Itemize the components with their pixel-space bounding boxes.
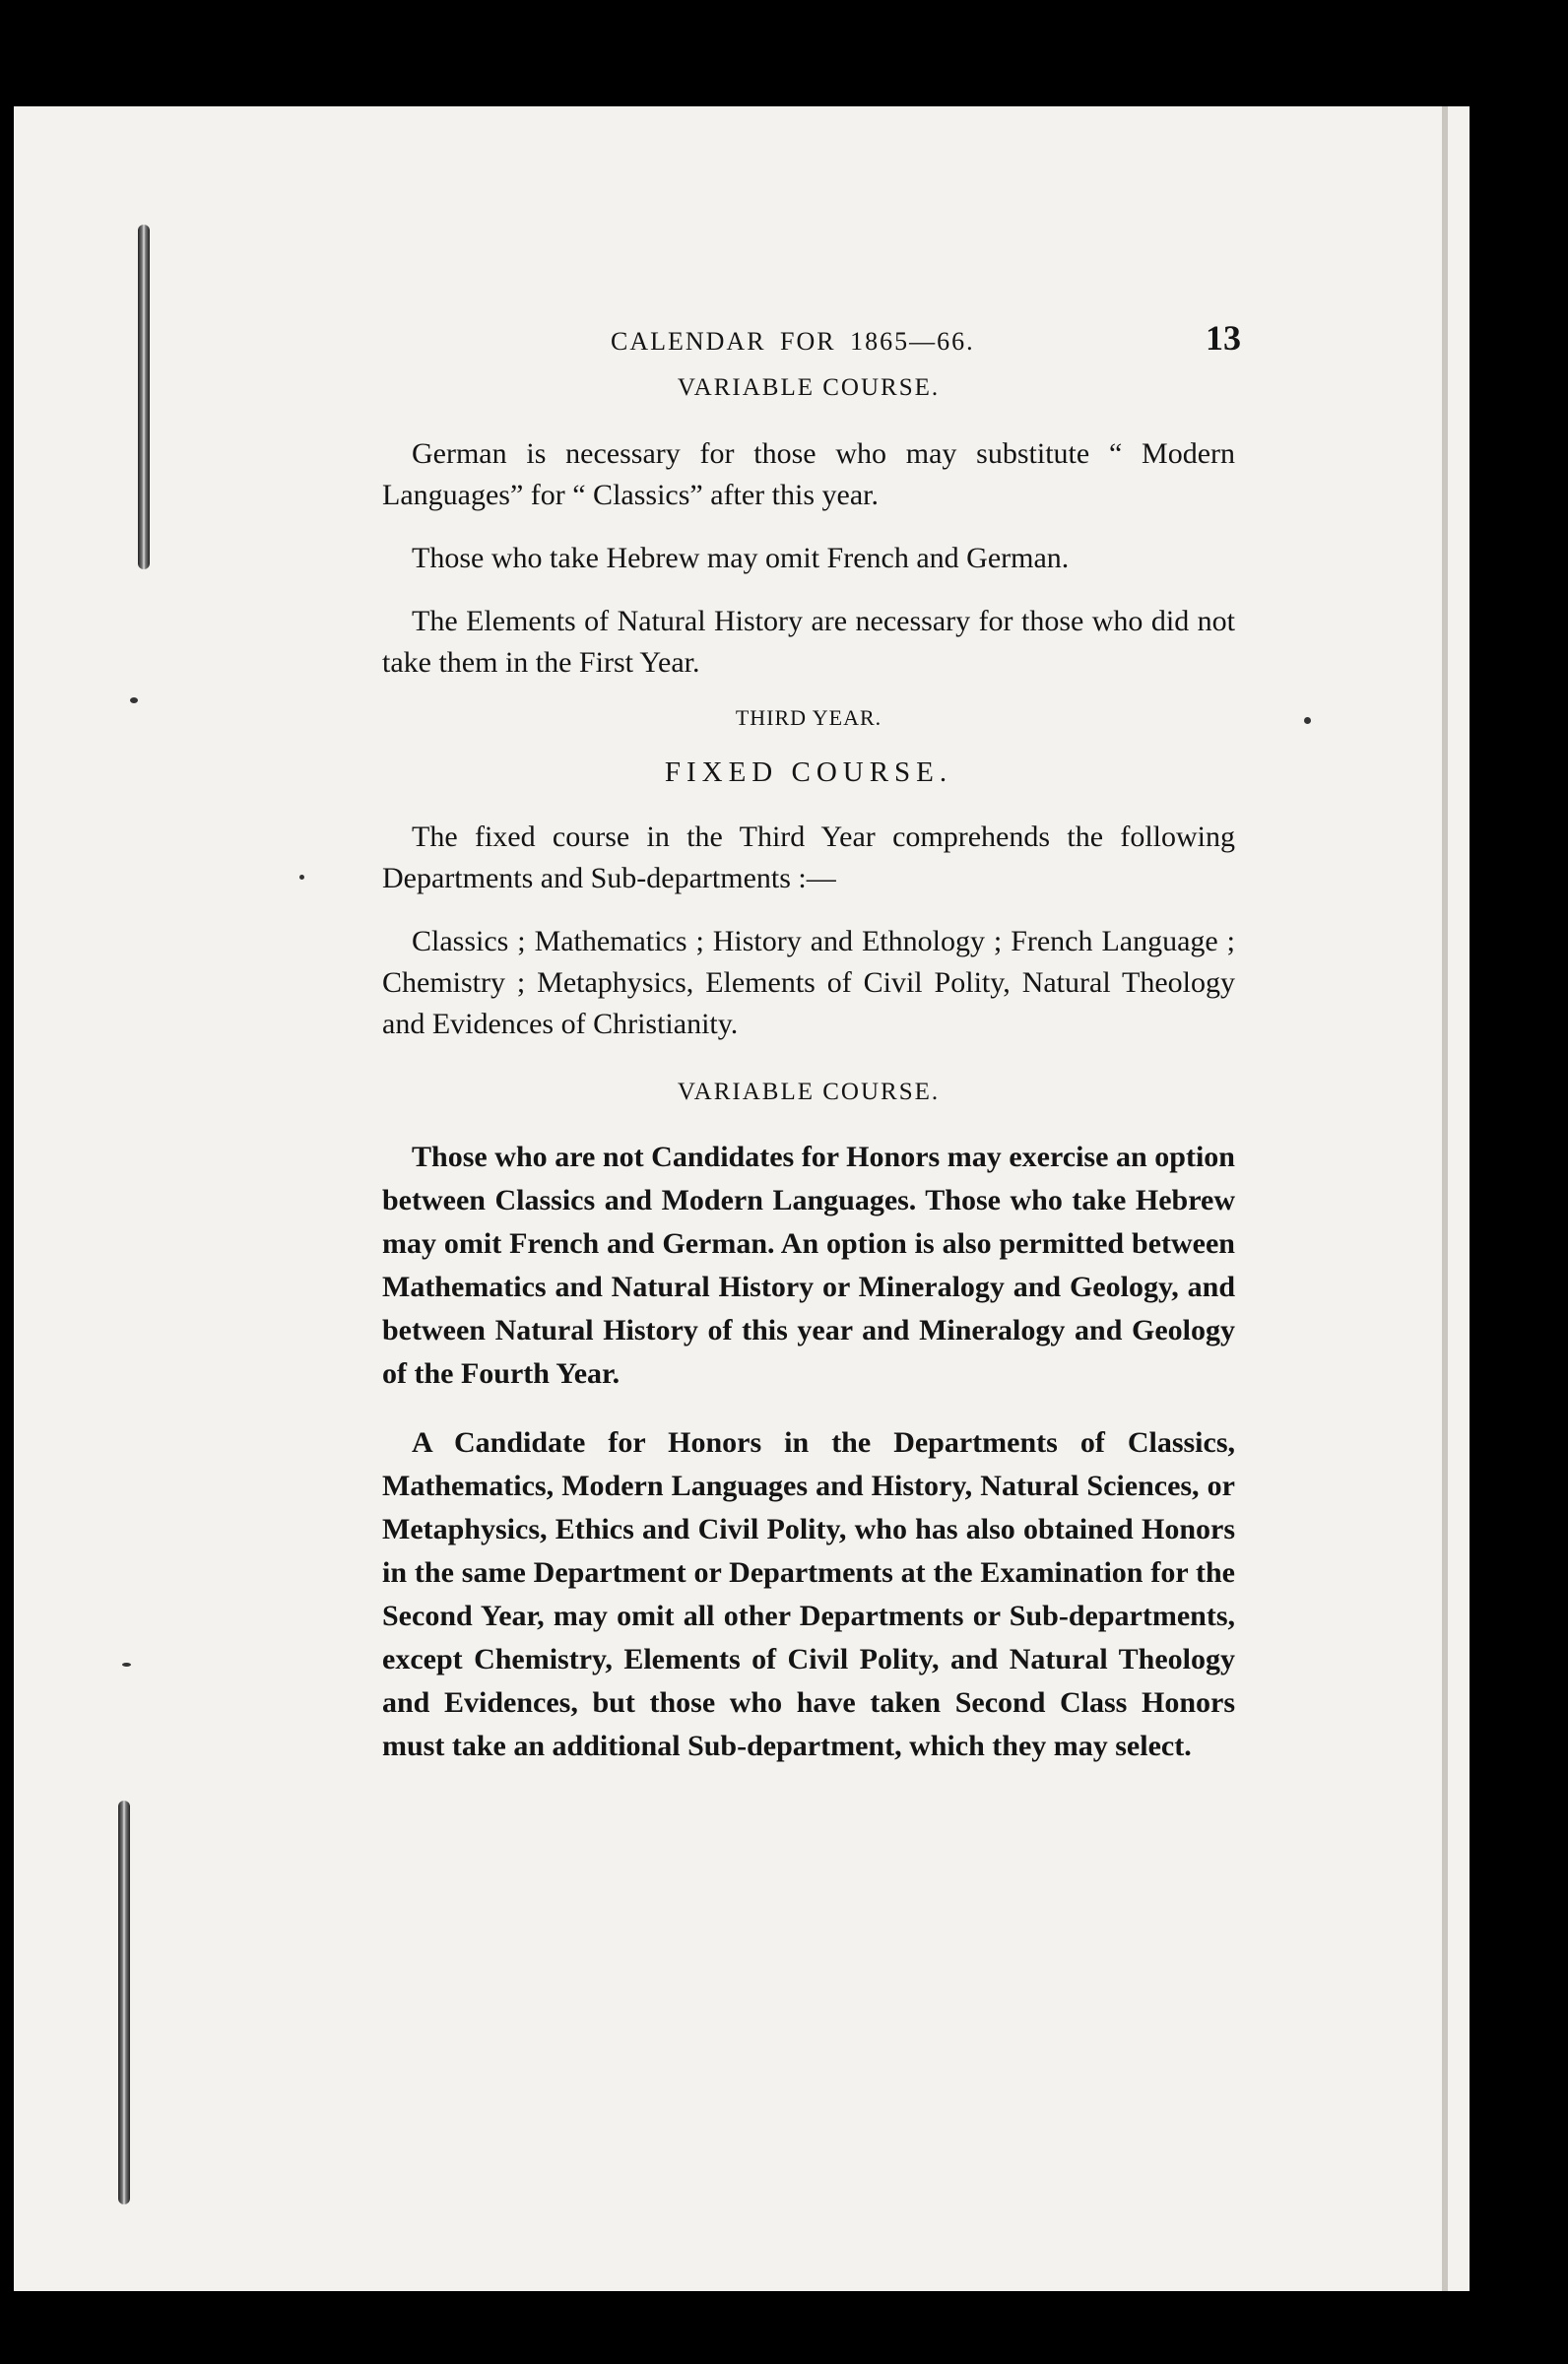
- page-header: [611, 317, 1241, 359]
- variable-course-section-b: [382, 1079, 1235, 1768]
- ink-speck: [130, 697, 138, 703]
- section-heading: VARIABLE COURSE.: [677, 1079, 941, 1105]
- paragraph: German is necessary for those who may substitute “ Modern Languages” for “ Classics” after this year.: [382, 437, 1235, 511]
- ink-speck: [122, 1663, 131, 1667]
- page-number: 13: [1206, 318, 1241, 358]
- paragraph: Classics ; Mathematics ; History and Ethnology ; French Language ; Chemistry ; Metaphysics, Elements of Civil Polity, Natural Theology and Evidences of Christianity.: [382, 925, 1235, 1040]
- paragraph: The fixed course in the Third Year comprehends the following Departments and Sub-departments :—: [382, 821, 1235, 894]
- page-body: [382, 374, 1235, 1794]
- binding-clip-bottom: [118, 1801, 130, 2204]
- paragraph: Those who take Hebrew may omit French and German.: [412, 542, 1070, 574]
- variable-course-section-a: [382, 374, 1235, 684]
- paragraph: A Candidate for Honors in the Departments of Classics, Mathematics, Modern Languages and History, Natural Sciences, or Metaphysics, Ethics and Civil Polity, who has also obtained Honors in the same Department or Departments at the Examination for the Second Year, may omit all other Departments or Sub-departments, except Chemistry, Elements of Civil Polity, and Natural Theology and Evidences, but those who have taken Second Class Honors must take an additional Sub-department, which they may select.: [382, 1426, 1235, 1762]
- ink-speck: [299, 875, 304, 880]
- paragraph: Those who are not Candidates for Honors may exercise an option between Classics and Modern Languages. Those who take Hebrew may omit French and German. An option is also permitted between Mathematics and Natural History or Mineralogy and Geology, and between Natural History of this year and Mineralogy and Geology of the Fourth Year.: [382, 1141, 1235, 1390]
- section-subheading: FIXED COURSE.: [664, 756, 953, 788]
- section-heading: THIRD YEAR.: [735, 705, 882, 730]
- page-edge: [1442, 106, 1448, 2291]
- running-title: CALENDAR FOR 1865—66.: [611, 327, 975, 356]
- binding-clip-top: [138, 225, 150, 569]
- third-year-section: [382, 705, 1235, 1045]
- section-heading: VARIABLE COURSE.: [677, 374, 941, 401]
- paragraph: The Elements of Natural History are necessary for those who did not take them in the First Year.: [382, 605, 1235, 679]
- ink-speck: [1304, 717, 1311, 724]
